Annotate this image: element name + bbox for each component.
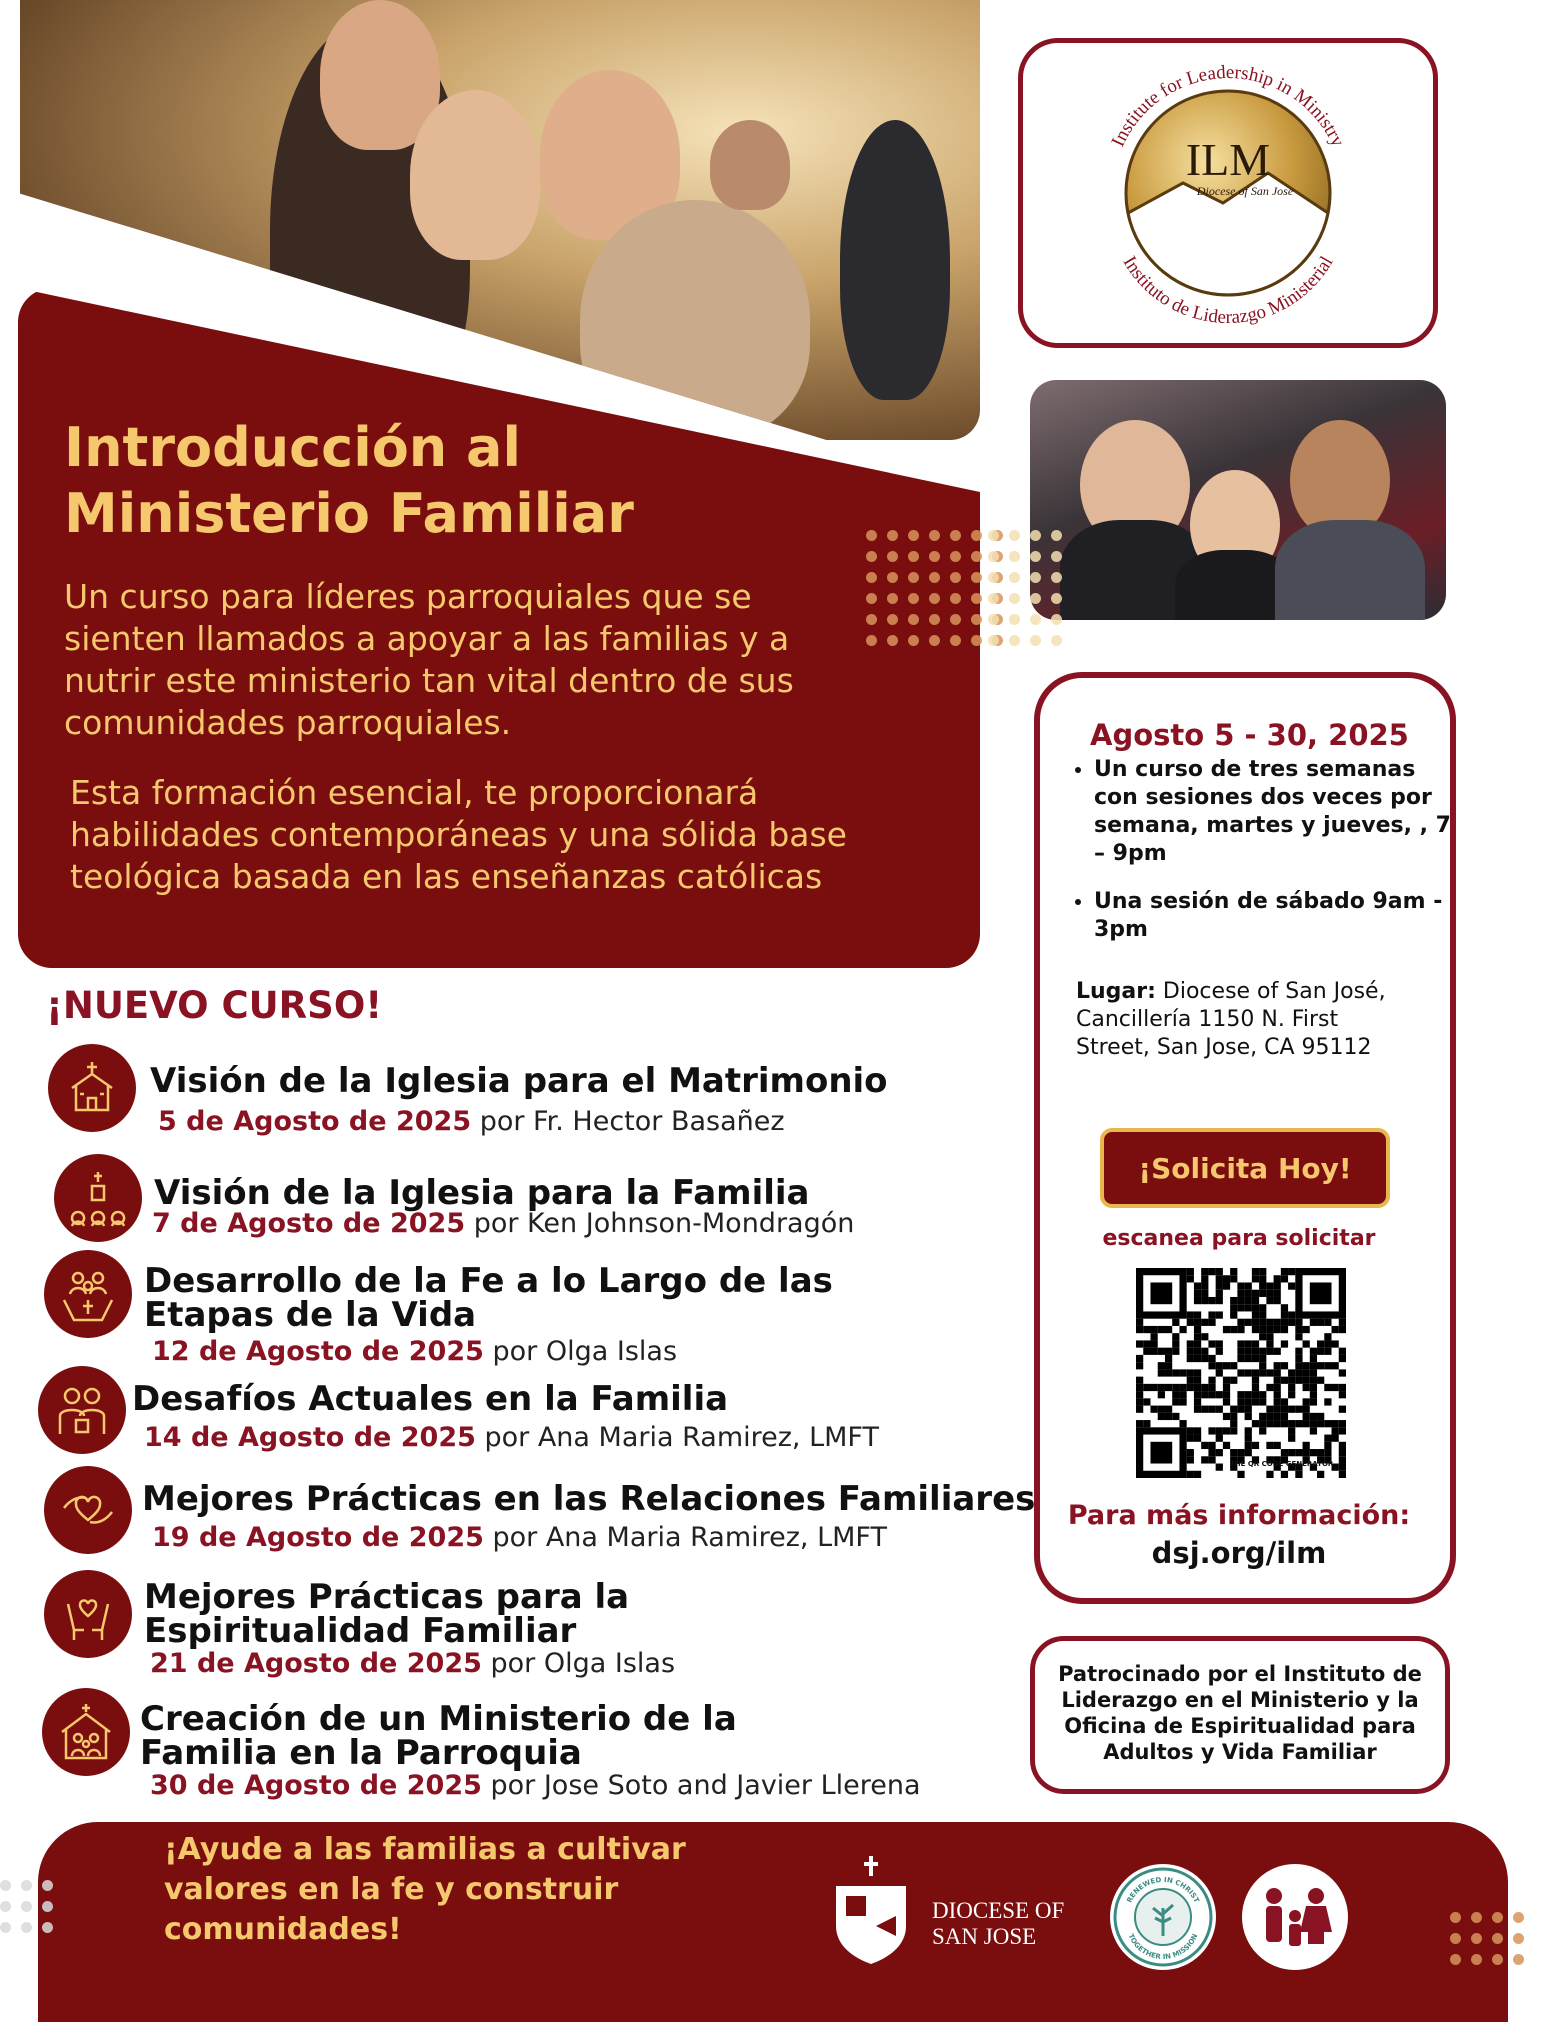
more-info-label: Para más información:	[1067, 1500, 1411, 1531]
svg-text:RENEWED IN CHRIST: RENEWED IN CHRIST	[1125, 1875, 1201, 1905]
sponsor-card	[1030, 1636, 1450, 1794]
schedule-saturday: • Una sesión de sábado 9am - 3pm	[1094, 888, 1454, 944]
svg-text:TOGETHER IN MISSION: TOGETHER IN MISSION	[1126, 1932, 1200, 1962]
schedule-list	[1064, 756, 1454, 944]
family-home-icon	[42, 1688, 130, 1776]
schedule-weekday: • Un curso de tres semanas con sesiones dos veces por semana, martes y jueves, , 7 – 9pm	[1094, 756, 1454, 868]
course-title: Mejores Prácticas en las Relaciones Familiares	[142, 1479, 1036, 1519]
title-line-1: Introducción al	[64, 416, 521, 479]
decorative-dots	[866, 530, 1003, 646]
course-title: Mejores Prácticas para la Espiritualidad Familiar	[144, 1577, 630, 1651]
course-title: Visión de la Iglesia para el Matrimonio	[150, 1061, 888, 1101]
course-meta: 5 de Agosto de 2025 por Fr. Hector Basañez	[158, 1106, 785, 1137]
location-address: Diocese of San José, Cancillería 1150 N. First Street, San Jose, CA 95112	[1076, 979, 1386, 1060]
page-title	[64, 415, 764, 547]
footer-dots-right	[1450, 1912, 1524, 1965]
course-meta: 21 de Agosto de 2025 por Olga Islas	[150, 1648, 676, 1679]
new-course-label: ¡NUEVO CURSO!	[46, 984, 383, 1027]
family-life-icon	[1242, 1864, 1348, 1970]
course-meta: 7 de Agosto de 2025 por Ken Johnson-Mondragón	[152, 1208, 855, 1239]
footer-dots-left	[0, 1880, 53, 1933]
course-meta: 19 de Agosto de 2025 por Ana Maria Ramirez, LMFT	[152, 1522, 887, 1553]
church-icon	[48, 1044, 136, 1132]
sponsor-text: Patrocinado por el Instituto de Liderazgo en el Ministerio y la Oficina de Espiritualidad para Adultos y Vida Familiar	[1058, 1662, 1422, 1764]
family-photo	[1030, 380, 1446, 620]
course-dates: Agosto 5 - 30, 2025	[1090, 718, 1409, 752]
info-card	[1034, 672, 1456, 1604]
course-meta: 30 de Agosto de 2025 por Jose Soto and Javier Llerena	[150, 1770, 921, 1801]
course-title: Desafíos Actuales en la Familia	[132, 1379, 729, 1419]
title-line-2: Ministerio Familiar	[64, 482, 634, 545]
diocese-crest-icon	[826, 1856, 916, 1966]
congregation-icon	[54, 1154, 142, 1242]
intro-description: Un curso para líderes parroquiales que se sienten llamados a apoyar a las familias y a nutrir este ministerio tan vital dentro de sus comunidades parroquiales.	[64, 577, 794, 742]
ilm-logo-card	[1018, 38, 1438, 348]
diocese-name: DIOCESE OF SAN JOSE	[932, 1898, 1065, 1949]
ilm-monogram: ILM	[1185, 134, 1271, 185]
info-url[interactable]: dsj.org/ilm	[1151, 1536, 1327, 1570]
course-title: Creación de un Ministerio de la Familia en la Parroquia	[140, 1699, 737, 1773]
logo-arc-top: Institute for Leadership in Ministry	[1107, 62, 1349, 151]
qr-code[interactable]	[1136, 1268, 1346, 1478]
decorative-dots-light	[988, 530, 1062, 646]
logo-sub: Diocese of San Jose	[1196, 184, 1294, 198]
course-title: Desarrollo de la Fe a lo Largo de las Etapas de la Vida	[144, 1261, 833, 1335]
footer-slogan: ¡Ayude a las familias a cultivar valores en la fe y construir comunidades!	[164, 1832, 686, 1947]
course-meta: 14 de Agosto de 2025 por Ana Maria Ramirez, LMFT	[144, 1422, 879, 1453]
scan-label: escanea para solicitar	[1102, 1226, 1376, 1251]
renewed-in-christ-seal	[1110, 1864, 1216, 1970]
family-hands-icon	[44, 1250, 132, 1338]
praying-hands-icon	[44, 1570, 132, 1658]
apply-button[interactable]: ¡Solicita Hoy!	[1100, 1128, 1390, 1208]
heart-hands-icon	[44, 1466, 132, 1554]
formation-description: Esta formación esencial, te proporcionará habilidades contemporáneas y una sólida base teológica basada en las enseñanzas católicas	[70, 773, 847, 896]
logo-arc-bottom: Instituto de Liderazgo Ministerial	[1118, 252, 1338, 329]
location-block	[1076, 978, 1416, 1062]
qr-caption: THE QR CODE GENERATOR	[1230, 1460, 1334, 1468]
course-title: Visión de la Iglesia para la Familia	[154, 1173, 810, 1213]
ilm-logo	[1023, 43, 1433, 343]
couple-icon	[38, 1366, 126, 1454]
location-label: Lugar:	[1076, 979, 1156, 1004]
course-meta: 12 de Agosto de 2025 por Olga Islas	[152, 1336, 678, 1367]
